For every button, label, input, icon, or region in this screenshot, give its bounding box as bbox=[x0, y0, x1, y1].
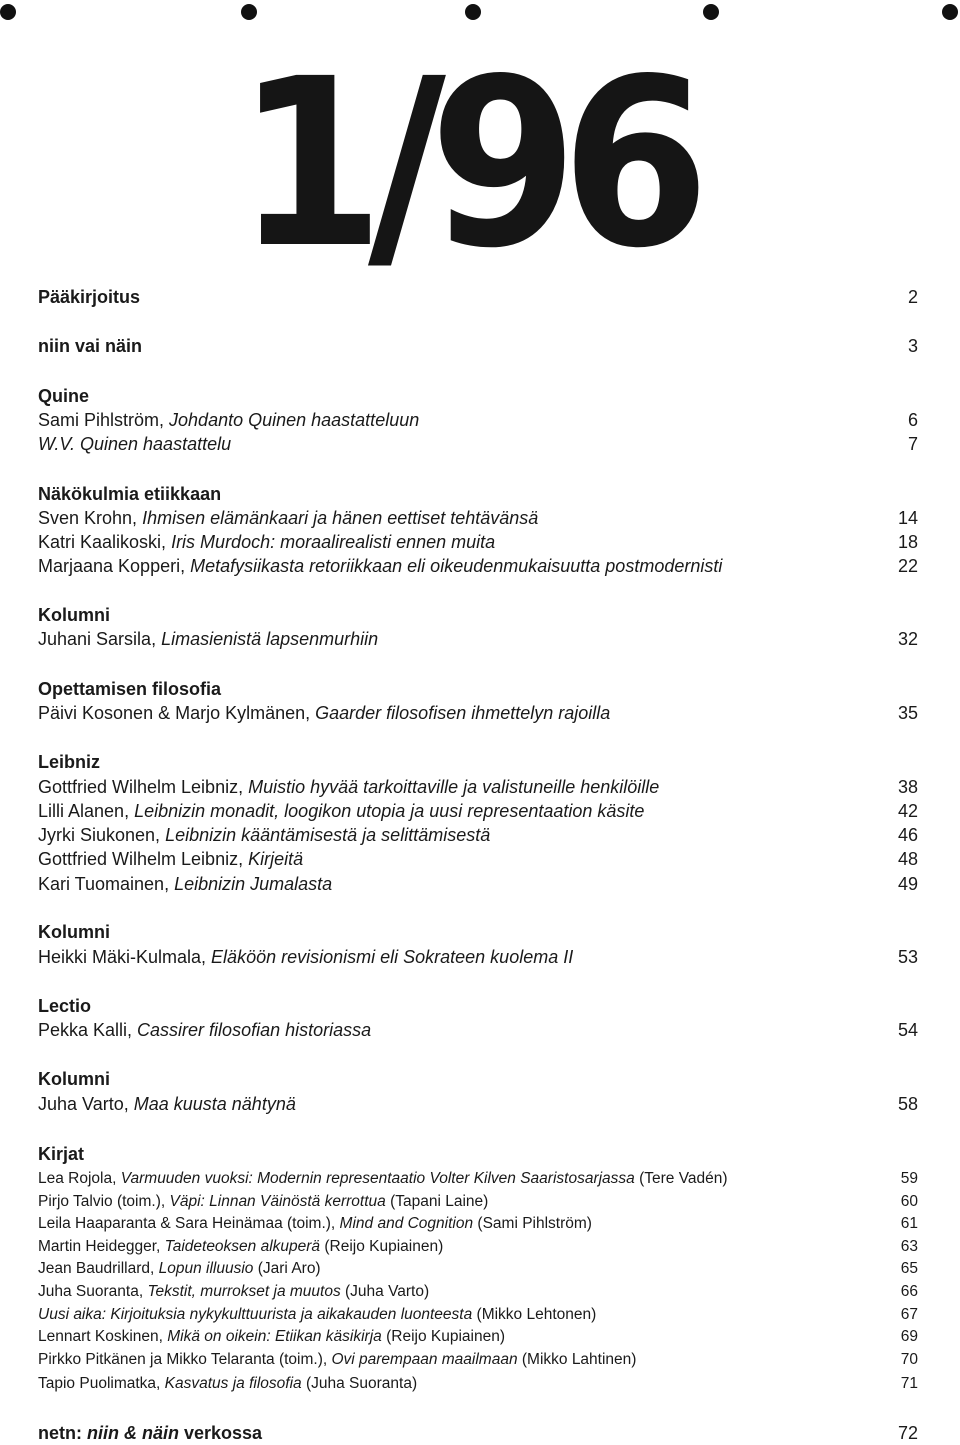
page-number: 63 bbox=[900, 1238, 918, 1255]
toc-section-netn bbox=[38, 1421, 918, 1445]
section-heading: Kolumni bbox=[38, 605, 110, 625]
entry-title: Cassirer filosofian historiassa bbox=[137, 1020, 372, 1040]
entry-title: Leibnizin monadit, loogikon utopia ja uusi representaation käsite bbox=[134, 801, 645, 821]
punch-hole bbox=[942, 4, 958, 20]
entry-author: Tapio Puolimatka, bbox=[38, 1375, 165, 1392]
section-title-suffix: verkossa bbox=[179, 1423, 263, 1443]
punch-hole bbox=[465, 4, 481, 20]
toc-book-entry bbox=[38, 1257, 918, 1281]
toc-book-entry bbox=[38, 1372, 918, 1396]
entry-author: Jean Baudrillard, bbox=[38, 1260, 159, 1277]
section-heading: Lectio bbox=[38, 996, 92, 1016]
page-number: 72 bbox=[897, 1423, 918, 1443]
page-number: 65 bbox=[900, 1260, 918, 1277]
section-title: netn: bbox=[38, 1423, 87, 1443]
entry-author: Katri Kaalikoski, bbox=[38, 532, 172, 552]
page-number: 7 bbox=[907, 434, 918, 454]
entry-reviewer: (Tere Vadén) bbox=[634, 1170, 728, 1187]
entry-title: Ovi parempaan maailmaan bbox=[331, 1351, 518, 1368]
entry-title: Tekstit, murrokset ja muutos bbox=[147, 1283, 341, 1300]
toc-heading-quine bbox=[38, 384, 918, 408]
entry-title: Mikä on oikein: Etiikan käsikirja bbox=[167, 1328, 382, 1345]
toc-book-entry bbox=[38, 1280, 918, 1304]
entry-title: Metafysiikasta retoriikkaan eli oikeudenmukaisuutta postmodernisti bbox=[190, 556, 723, 576]
entry-author: Juha Suoranta, bbox=[38, 1283, 148, 1300]
page-number: 42 bbox=[897, 801, 918, 821]
page-number: 3 bbox=[907, 336, 918, 356]
entry-author: Lilli Alanen, bbox=[38, 801, 135, 821]
section-heading: Quine bbox=[38, 386, 90, 406]
entry-reviewer: (Reijo Kupiainen) bbox=[381, 1328, 505, 1345]
entry-title: Maa kuusta nähtynä bbox=[133, 1094, 296, 1114]
section-title-italic: niin & näin bbox=[87, 1423, 179, 1443]
toc-heading-kirjat bbox=[38, 1142, 918, 1166]
toc-book-entry bbox=[38, 1235, 918, 1259]
entry-author: Pirjo Talvio (toim.), bbox=[38, 1193, 170, 1210]
toc-entry bbox=[38, 432, 918, 456]
entry-author: Sven Krohn, bbox=[38, 508, 143, 528]
toc-entry bbox=[38, 945, 918, 969]
page-number: 59 bbox=[900, 1170, 918, 1187]
toc-heading-lectio bbox=[38, 994, 918, 1018]
page-number: 53 bbox=[897, 947, 918, 967]
page-number: 18 bbox=[897, 532, 918, 552]
toc-entry bbox=[38, 506, 918, 530]
section-heading: Kolumni bbox=[38, 1069, 110, 1089]
page-number: 67 bbox=[900, 1306, 918, 1323]
entry-title: Leibnizin Jumalasta bbox=[174, 874, 333, 894]
entry-reviewer: (Mikko Lahtinen) bbox=[517, 1351, 637, 1368]
entry-title: Iris Murdoch: moraalirealisti ennen muita bbox=[171, 532, 496, 552]
entry-title: Varmuuden vuoksi: Modernin representaatio Volter Kilven Saaristosarjassa bbox=[120, 1170, 635, 1187]
section-heading: Opettamisen filosofia bbox=[38, 679, 222, 699]
entry-author: Heikki Mäki-Kulmala, bbox=[38, 947, 212, 967]
entry-author: Juha Varto, bbox=[38, 1094, 134, 1114]
toc-book-entry bbox=[38, 1190, 918, 1214]
page-number: 69 bbox=[900, 1328, 918, 1345]
entry-author: Marjaana Kopperi, bbox=[38, 556, 191, 576]
entry-author: Gottfried Wilhelm Leibniz, bbox=[38, 849, 249, 869]
entry-author: Jyrki Siukonen, bbox=[38, 825, 166, 845]
page-number: 60 bbox=[900, 1193, 918, 1210]
entry-author: Martin Heidegger, bbox=[38, 1238, 165, 1255]
entry-title: Kasvatus ja filosofia bbox=[164, 1375, 302, 1392]
toc-book-entry bbox=[38, 1348, 918, 1372]
entry-title: Leibnizin kääntämisestä ja selittämisestä bbox=[165, 825, 491, 845]
entry-title: Eläköön revisionismi eli Sokrateen kuolema II bbox=[211, 947, 574, 967]
toc-entry bbox=[38, 775, 918, 799]
entry-title: Taideteoksen alkuperä bbox=[164, 1238, 321, 1255]
entry-title: Johdanto Quinen haastatteluun bbox=[169, 410, 420, 430]
entry-author: Päivi Kosonen & Marjo Kylmänen, bbox=[38, 703, 316, 723]
toc-entry bbox=[38, 701, 918, 725]
punch-hole bbox=[703, 4, 719, 20]
entry-title: Muistio hyvää tarkoittaville ja valistuneille henkilöille bbox=[248, 777, 660, 797]
punch-hole bbox=[0, 4, 16, 20]
toc-heading-etiikka bbox=[38, 482, 918, 506]
entry-title: W.V. Quinen haastattelu bbox=[38, 434, 232, 454]
entry-author: Juhani Sarsila, bbox=[38, 629, 162, 649]
entry-author: Pirkko Pitkänen ja Mikko Telaranta (toim.), bbox=[38, 1351, 332, 1368]
page-number: 48 bbox=[897, 849, 918, 869]
entry-title: Uusi aika: Kirjoituksia nykykulttuurista ja aikakauden luonteesta bbox=[38, 1306, 473, 1323]
entry-title: Ihmisen elämänkaari ja hänen eettiset tehtävänsä bbox=[142, 508, 539, 528]
entry-reviewer: (Juha Varto) bbox=[340, 1283, 430, 1300]
page-number: 61 bbox=[900, 1215, 918, 1232]
page-number: 6 bbox=[907, 410, 918, 430]
toc-heading-kolumni bbox=[38, 1067, 918, 1091]
toc-entry bbox=[38, 872, 918, 896]
entry-author: Lennart Koskinen, bbox=[38, 1328, 168, 1345]
entry-title: Gaarder filosofisen ihmettelyn rajoilla bbox=[315, 703, 611, 723]
page-number: 71 bbox=[900, 1375, 918, 1392]
toc-heading-kolumni bbox=[38, 920, 918, 944]
page-number: 35 bbox=[897, 703, 918, 723]
toc-book-entry bbox=[38, 1212, 918, 1236]
entry-author: Sami Pihlström, bbox=[38, 410, 170, 430]
entry-reviewer: (Juha Suoranta) bbox=[301, 1375, 418, 1392]
entry-reviewer: (Reijo Kupiainen) bbox=[320, 1238, 444, 1255]
section-heading: Näkökulmia etiikkaan bbox=[38, 484, 222, 504]
toc-section-paakirjoitus bbox=[38, 285, 918, 309]
entry-author: Kari Tuomainen, bbox=[38, 874, 175, 894]
page-number: 66 bbox=[900, 1283, 918, 1300]
toc-entry bbox=[38, 799, 918, 823]
entry-author: Gottfried Wilhelm Leibniz, bbox=[38, 777, 249, 797]
toc-book-entry bbox=[38, 1303, 918, 1327]
entry-author: Lea Rojola, bbox=[38, 1170, 121, 1187]
toc-heading-kolumni bbox=[38, 603, 918, 627]
page-number: 70 bbox=[900, 1351, 918, 1368]
entry-title: Väpi: Linnan Väinöstä kerrottua bbox=[169, 1193, 386, 1210]
entry-reviewer: (Tapani Laine) bbox=[385, 1193, 489, 1210]
entry-title: Kirjeitä bbox=[248, 849, 304, 869]
toc-entry bbox=[38, 408, 918, 432]
toc-entry bbox=[38, 847, 918, 871]
entry-reviewer: (Sami Pihlström) bbox=[473, 1215, 592, 1232]
page-number: 54 bbox=[897, 1020, 918, 1040]
toc-entry bbox=[38, 554, 918, 578]
toc-heading-opettaminen bbox=[38, 677, 918, 701]
section-heading: Kolumni bbox=[38, 922, 110, 942]
section-title: Pääkirjoitus bbox=[38, 287, 141, 307]
toc-entry bbox=[38, 530, 918, 554]
page-number: 32 bbox=[897, 629, 918, 649]
toc-heading-leibniz bbox=[38, 750, 918, 774]
entry-title: Limasienistä lapsenmurhiin bbox=[161, 629, 379, 649]
section-title: niin vai näin bbox=[38, 336, 143, 356]
toc-book-entry bbox=[38, 1167, 918, 1191]
entry-reviewer: (Mikko Lehtonen) bbox=[472, 1306, 597, 1323]
entry-author: Pekka Kalli, bbox=[38, 1020, 138, 1040]
entry-title: Lopun illuusio bbox=[158, 1260, 254, 1277]
toc-section-niin-vai-nain bbox=[38, 334, 918, 358]
toc-entry bbox=[38, 823, 918, 847]
page-number: 38 bbox=[897, 777, 918, 797]
toc-entry bbox=[38, 1092, 918, 1116]
page-number: 22 bbox=[897, 556, 918, 576]
page-number: 49 bbox=[897, 874, 918, 894]
toc-entry bbox=[38, 1018, 918, 1042]
entry-title: Mind and Cognition bbox=[339, 1215, 474, 1232]
entry-reviewer: (Jari Aro) bbox=[253, 1260, 321, 1277]
section-heading: Leibniz bbox=[38, 752, 100, 772]
issue-number: 1/96 bbox=[236, 29, 694, 299]
page-number: 58 bbox=[897, 1094, 918, 1114]
entry-author: Leila Haaparanta & Sara Heinämaa (toim.), bbox=[38, 1215, 340, 1232]
section-heading: Kirjat bbox=[38, 1144, 85, 1164]
punch-hole bbox=[241, 4, 257, 20]
page-number: 14 bbox=[897, 508, 918, 528]
page-number: 2 bbox=[907, 287, 918, 307]
toc-entry bbox=[38, 627, 918, 651]
page-number: 46 bbox=[897, 825, 918, 845]
toc-book-entry bbox=[38, 1325, 918, 1349]
